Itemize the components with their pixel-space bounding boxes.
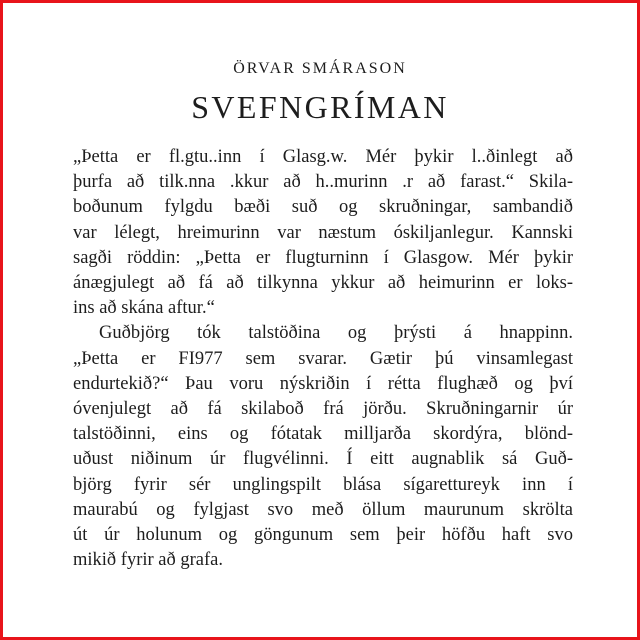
text-line: mikið fyrir að grafa. — [73, 550, 223, 571]
text-line: björg fyrir sér unglingspilt blása sígarettureyk inn í — [73, 474, 573, 495]
text-line: út úr holunum og göngunum sem þeir höfðu haft svo — [73, 525, 573, 546]
text-line: „Þetta er fl.gtu..inn í Glasg.w. Mér þykir l..ðinlegt að — [73, 147, 573, 167]
text-line: sagði röddin: „Þetta er flugturninn í Glasgow. Mér þykir — [73, 247, 573, 268]
text-line: endurtekið?“ Þau voru nýskriðin í rétta flughæð og því — [73, 373, 573, 394]
text-line: boðunum fylgdu bæði suð og skruðningar, sambandið — [73, 197, 573, 218]
book-title: SVEFNGRÍMAN — [191, 89, 449, 125]
text-line: ins að skána aftur.“ — [73, 298, 215, 319]
body-text — [73, 145, 573, 573]
text-line: óvenjulegt að fá skilaboð frá jörðu. Skruðningarnir úr — [73, 399, 573, 420]
text-line: talstöðinni, eins og fótatak milljarða skordýra, blönd- — [73, 424, 573, 445]
text-line: Guðbjörg tók talstöðina og þrýsti á hnappinn. — [99, 323, 573, 344]
text-line: var lélegt, hreimurinn var næstum óskiljanlegur. Kannski — [73, 222, 573, 243]
paragraph-1 — [73, 145, 573, 321]
text-line: maurabú og fylgjast svo með öllum maurunum skrölta — [73, 499, 573, 520]
paragraph-2 — [73, 321, 573, 573]
author-name: ÖRVAR SMÁRASON — [233, 60, 407, 77]
text-line: „Þetta er FI977 sem svarar. Gætir þú vinsamlegast — [73, 348, 573, 369]
text-line: uðust niðinum úr flugvélinni. Í eitt augnablik sá Guð- — [73, 449, 573, 470]
text-line: þurfa að tilk.nna .kkur að h..murinn .r að farast.“ Skila- — [73, 172, 573, 193]
text-line: ánægjulegt að fá að tilkynna ykkur að heimurinn er loks- — [73, 273, 573, 294]
